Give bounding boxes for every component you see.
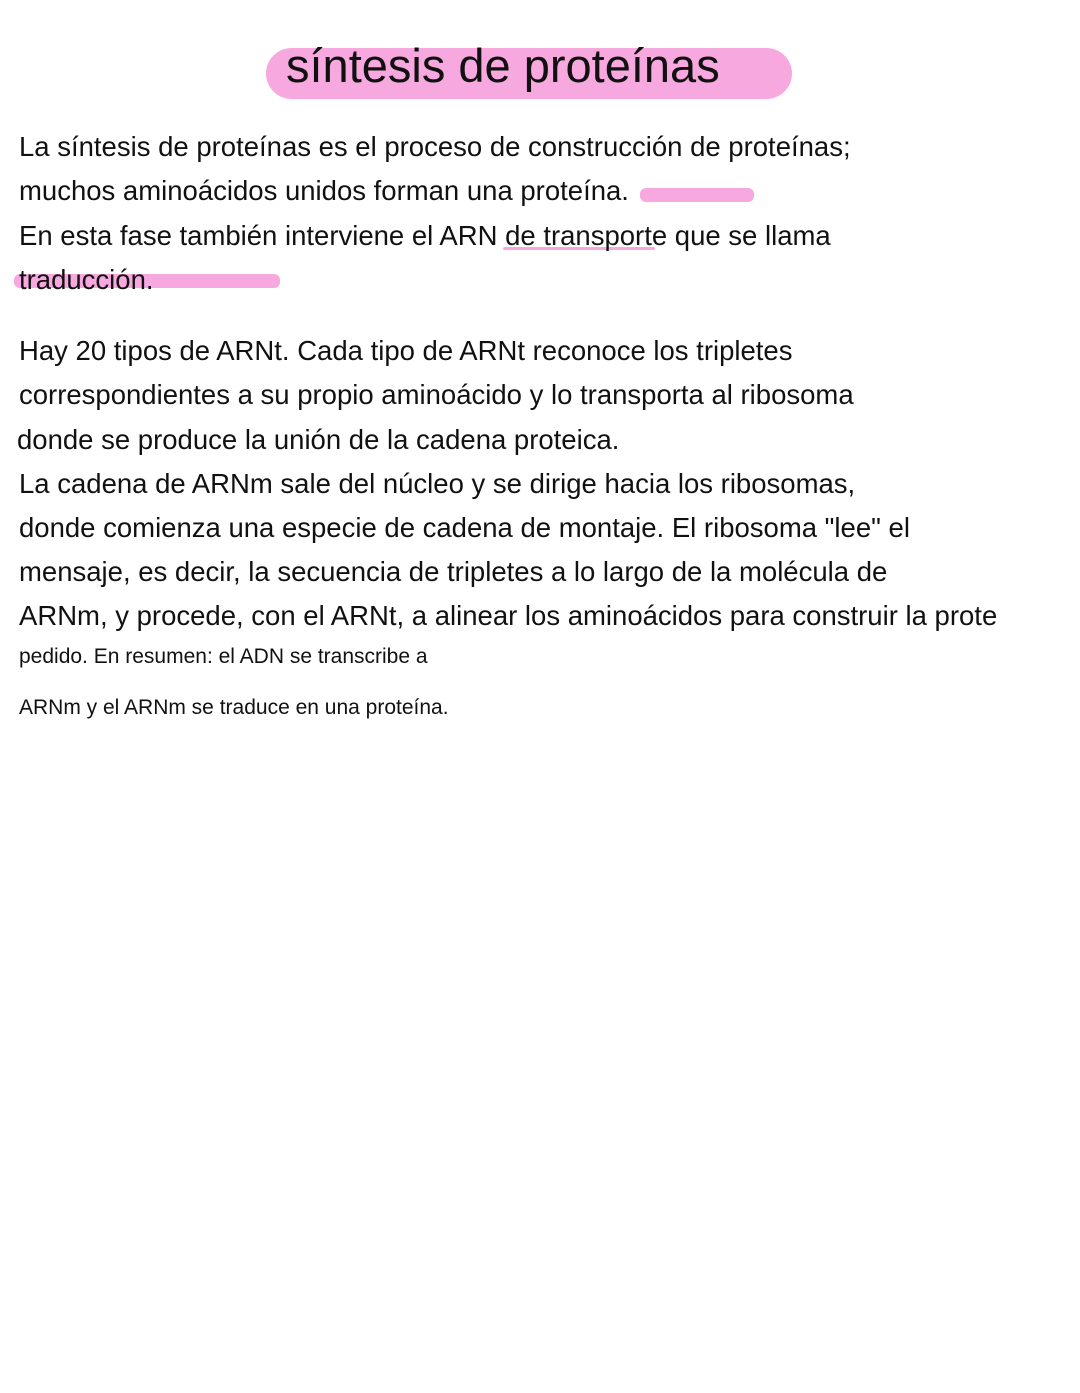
summary-line: ARNm y el ARNm se traduce en una proteína. xyxy=(19,696,449,719)
highlight-mark xyxy=(640,188,754,202)
paragraph-line: donde se produce la unión de la cadena proteica. xyxy=(17,424,620,455)
paragraph-line: La síntesis de proteínas es el proceso de construcción de proteínas; xyxy=(19,131,851,162)
page-title: síntesis de proteínas xyxy=(286,39,720,92)
paragraph-line: En esta fase también interviene el ARN de transporte que se llama xyxy=(19,220,831,251)
paragraph-line: mensaje, es decir, la secuencia de tripletes a lo largo de la molécula de xyxy=(19,556,888,587)
paragraph-line: correspondientes a su propio aminoácido y lo transporta al ribosoma xyxy=(19,379,854,410)
paragraph-line: Hay 20 tipos de ARNt. Cada tipo de ARNt reconoce los tripletes xyxy=(19,335,793,366)
summary-line: pedido. En resumen: el ADN se transcribe a xyxy=(19,645,428,668)
paragraph-line: La cadena de ARNm sale del núcleo y se dirige hacia los ribosomas, xyxy=(19,468,856,499)
paragraph-line: ARNm, y procede, con el ARNt, a alinear los aminoácidos para construir la prote xyxy=(19,600,998,631)
paragraph-line: traducción. xyxy=(19,264,154,295)
paragraph-line: donde comienza una especie de cadena de montaje. El ribosoma "lee" el xyxy=(19,512,910,543)
paragraph-line: muchos aminoácidos unidos forman una proteína. xyxy=(19,175,629,206)
